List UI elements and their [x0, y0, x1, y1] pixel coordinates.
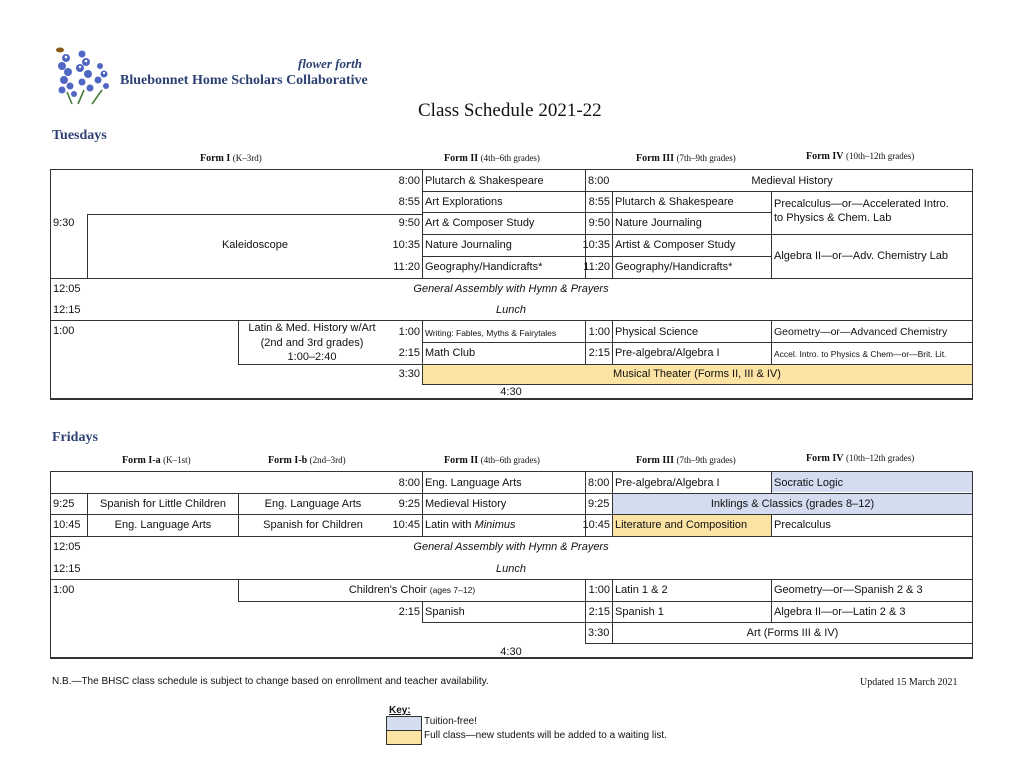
fri-f2-class-800: Eng. Language Arts	[425, 477, 522, 489]
border-top	[50, 471, 973, 472]
latin-line3: 1:00–2:40	[287, 351, 337, 363]
tue-assembly-time: 12:05	[53, 283, 81, 295]
fri-f3-class-800: Pre-algebra/Algebra I	[615, 477, 720, 489]
tue-f3-time-215: 2:15	[588, 347, 610, 359]
tue-f3-time-950: 9:50	[588, 217, 610, 229]
pm-r2	[585, 643, 972, 644]
fri-lunch-time: 12:15	[53, 563, 81, 575]
medieval-history-class: Medieval History	[751, 175, 833, 187]
fri-end-time: 4:30	[500, 646, 522, 658]
tue-f4-geometry	[774, 325, 947, 339]
pm-r2	[422, 364, 972, 365]
range: (7th–9th grades)	[676, 455, 736, 465]
tue-f3-class-1035: Artist & Composer Study	[615, 239, 736, 251]
range: (10th–12th grades)	[846, 453, 915, 463]
tue-f2-class-1120: Geography/Handicrafts*	[425, 261, 543, 273]
friday-heading: Fridays	[52, 430, 98, 445]
fri-header-form3	[636, 455, 736, 466]
tue-assembly: General Assembly with Hymn & Prayers	[413, 283, 609, 295]
label: Form III	[636, 153, 675, 164]
label: Form III	[636, 455, 675, 466]
tue-header-form4	[806, 151, 914, 162]
tue-f3-class-950: Nature Journaling	[615, 217, 702, 229]
nb-note: N.B.—The BHSC class schedule is subject to change based on enrollment and teacher availability.	[52, 676, 489, 687]
fri-f1a-925: Spanish for Little Children	[100, 498, 226, 510]
fri-header-form1a	[122, 455, 191, 466]
tue-f2-time-100: 1:00	[398, 326, 420, 338]
range: (K–3rd)	[232, 153, 262, 163]
ages: (ages 7–12)	[429, 585, 476, 595]
tuesday-heading: Tuesdays	[52, 128, 107, 143]
label: Form II	[444, 153, 479, 164]
border-right	[972, 169, 973, 400]
r-925	[50, 493, 973, 494]
fri-f3-time-215: 2:15	[588, 606, 610, 618]
label: Form II	[444, 455, 479, 466]
tue-time-100: 1:00	[53, 325, 75, 337]
pm-r1	[422, 342, 972, 343]
tue-f4-morning1-line1: Precalculus—or—Accelerated Intro.	[774, 198, 949, 210]
tue-musical-time: 3:30	[398, 368, 420, 380]
label: Form I-a	[122, 455, 161, 466]
label: Children's Choir	[348, 584, 427, 596]
tue-header-form1	[200, 153, 262, 164]
fri-f2-class-1045	[425, 518, 515, 532]
fri-f2-class-925: Medieval History	[425, 498, 507, 510]
key-title: Key:	[389, 705, 411, 716]
r3	[422, 234, 972, 235]
col-f2-left	[422, 169, 423, 278]
fri-header-form1b	[268, 455, 346, 466]
logo-org-name: Bluebonnet Home Scholars Collaborative	[120, 73, 368, 88]
fri-f2-time-215: 2:15	[398, 606, 420, 618]
range: (7th–9th grades)	[676, 153, 736, 163]
fri-time-1045: 10:45	[53, 519, 81, 531]
tue-f3-class-855: Plutarch & Shakespeare	[615, 196, 734, 208]
range: (K–1st)	[163, 455, 191, 465]
musical-theater-class: Musical Theater (Forms II, III & IV)	[613, 368, 781, 380]
fri-f2-time-800: 8:00	[398, 477, 420, 489]
pm-f2-left	[422, 601, 423, 623]
tue-f2-class-800: Plutarch & Shakespeare	[425, 175, 544, 187]
fri-f3-latin: Latin 1 & 2	[615, 584, 668, 596]
tue-header-form3	[636, 153, 736, 164]
r4	[422, 256, 772, 257]
label: Form IV	[806, 151, 844, 162]
tue-f4-morning1-line2: to Physics & Chem. Lab	[774, 212, 892, 224]
tue-f2-time-950: 9:50	[398, 217, 420, 229]
label: Latin with	[425, 519, 475, 531]
page-title: Class Schedule 2021-22	[418, 100, 602, 121]
tue-f2-writing	[425, 326, 556, 340]
updated-note: Updated 15 March 2021	[860, 677, 958, 688]
literature-class: Literature and Composition	[615, 519, 748, 531]
art-class: Art (Forms III & IV)	[746, 627, 839, 639]
tue-f2-class-855: Art Explorations	[425, 196, 503, 208]
col-f4-1045	[771, 514, 772, 536]
latin-bottom	[238, 364, 423, 365]
r-pm-top	[50, 320, 973, 321]
range: (4th–6th grades)	[480, 153, 540, 163]
latin-line1: Latin & Med. History w/Art	[248, 322, 376, 334]
fri-f4-algebra: Algebra II—or—Latin 2 & 3	[774, 606, 906, 618]
r-100	[50, 579, 973, 580]
key-full-class-swatch	[386, 730, 422, 745]
tue-f2-time-1035: 10:35	[392, 239, 420, 251]
tue-end-time: 4:30	[500, 386, 522, 398]
choir-bottom	[238, 601, 586, 602]
fri-f3-time-925: 9:25	[588, 498, 610, 510]
latin-line2: (2nd and 3rd grades)	[260, 337, 364, 349]
r2	[422, 212, 772, 213]
tue-f3-physical-science: Physical Science	[615, 326, 699, 338]
fri-f4-precalc: Precalculus	[774, 519, 831, 531]
label: Geometry—or—Advanced Chemistry	[774, 326, 948, 338]
tue-f3-time-100: 1:00	[588, 326, 610, 338]
r-1045	[50, 514, 973, 515]
fri-art-time: 3:30	[588, 627, 610, 639]
fri-f3-time-100: 1:00	[588, 584, 610, 596]
pm-r1	[422, 622, 972, 623]
fri-f1a-1045: Eng. Language Arts	[114, 519, 212, 531]
kaleido-top	[87, 214, 422, 215]
fri-f4-geometry: Geometry—or—Spanish 2 & 3	[774, 584, 923, 596]
border-right	[972, 471, 973, 659]
fri-f2-time-1045: 10:45	[392, 519, 420, 531]
label: Form I-b	[268, 455, 308, 466]
fri-lunch: Lunch	[496, 563, 526, 575]
fri-header-form2	[444, 455, 540, 466]
label: Form IV	[806, 453, 844, 464]
fri-f1b-1045: Spanish for Children	[263, 519, 363, 531]
r5	[50, 278, 973, 279]
inklings-class: Inklings & Classics (grades 8–12)	[710, 498, 875, 510]
border-top	[50, 169, 973, 170]
key-tuition-free-swatch	[386, 716, 422, 731]
label-italic: Minimus	[474, 519, 516, 531]
range: (4th–6th grades)	[480, 455, 540, 465]
tue-time-930: 9:30	[53, 217, 75, 229]
label: Writing: Fables, Myths & Fairytales	[425, 328, 557, 338]
r-1205	[50, 536, 973, 537]
fri-f2-time-925: 9:25	[398, 498, 420, 510]
key-full-class-label: Full class—new students will be added to a waiting list.	[424, 730, 667, 741]
r1	[422, 191, 972, 192]
key-tuition-free-label: Tuition-free!	[424, 716, 477, 727]
fri-time-100: 1:00	[53, 584, 75, 596]
range: (10th–12th grades)	[846, 151, 915, 161]
tue-f2-mathclub: Math Club	[425, 347, 476, 359]
tue-f3-prealgebra: Pre-algebra/Algebra I	[615, 347, 720, 359]
tue-f2-time-1120: 11:20	[393, 261, 420, 273]
fri-f3-spanish1: Spanish 1	[615, 606, 664, 618]
col-f2	[422, 471, 423, 536]
tue-f2-time-855: 8:55	[398, 196, 420, 208]
kaleidoscope-class: Kaleidoscope	[221, 239, 289, 251]
tue-f3-class-1120: Geography/Handicrafts*	[615, 261, 733, 273]
tue-f2-class-950: Art & Composer Study	[425, 217, 535, 229]
tue-f3-time-1120: 11:20	[583, 261, 610, 273]
tue-f3-time-1035: 10:35	[582, 239, 610, 251]
tue-f2-time-215: 2:15	[398, 347, 420, 359]
tue-header-form2	[444, 153, 540, 164]
fri-time-925: 9:25	[53, 498, 75, 510]
fri-header-form4	[806, 453, 914, 464]
bluebonnet-logo-image	[52, 44, 122, 106]
tue-lunch-time: 12:15	[53, 304, 81, 316]
fri-f2-spanish: Spanish	[425, 606, 465, 618]
fri-assembly-time: 12:05	[53, 541, 81, 553]
pm-r1b	[585, 601, 972, 602]
fri-f3-time-1045: 10:45	[582, 519, 610, 531]
label: Accel. Intro. to Physics & Chem—or—Brit. Lit.	[774, 349, 947, 359]
tue-f2-time-800: 8:00	[398, 175, 420, 187]
label: Form I	[200, 153, 231, 164]
tue-f4-accel-intro	[774, 347, 946, 361]
childrens-choir-class	[239, 583, 585, 597]
col-f4-800	[771, 471, 772, 493]
fri-f1b-925: Eng. Language Arts	[264, 498, 362, 510]
range: (2nd–3rd)	[309, 455, 346, 465]
tue-f2-class-1035: Nature Journaling	[425, 239, 512, 251]
tue-f3-time-855: 8:55	[588, 196, 610, 208]
tue-f3-time-800: 8:00	[588, 175, 610, 187]
socratic-logic-class: Socratic Logic	[774, 477, 844, 489]
fri-assembly: General Assembly with Hymn & Prayers	[413, 541, 609, 553]
logo-tagline: flower forth	[298, 56, 362, 71]
tue-lunch: Lunch	[496, 304, 526, 316]
tue-f4-morning2: Algebra II—or—Adv. Chemistry Lab	[774, 250, 949, 262]
fri-f3-time-800: 8:00	[588, 477, 610, 489]
